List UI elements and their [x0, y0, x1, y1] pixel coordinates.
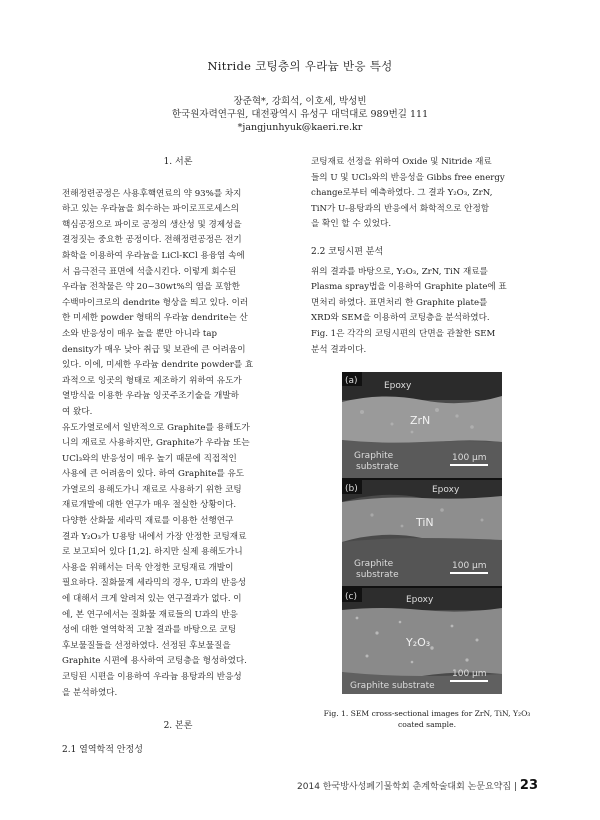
text-line: 니의 재료로 사용하지만, Graphite가 우라늄 또는 — [62, 438, 250, 449]
panel-tag-b: (b) — [345, 484, 358, 494]
left-column — [62, 155, 294, 762]
text-line: 에 대해서 크게 알려져 있는 연구결과가 없다. 이 — [62, 594, 242, 605]
sem-image-y2o3 — [342, 588, 502, 694]
panel-bottom-label-b: Graphite — [354, 559, 394, 569]
text-line: 서 음극전극 표면에 석출시킨다. 이렇게 회수된 — [62, 266, 237, 277]
sem-image-tin — [342, 480, 502, 586]
sem-panel-tin — [342, 480, 502, 586]
figure-caption-line1: Fig. 1. SEM cross-sectional images for ZrN, TiN, Y₂O₃ — [323, 709, 531, 718]
text-line: 화학을 이용하여 우라늄을 LiCl-KCl 용융염 속에 — [62, 250, 245, 261]
right-column — [311, 155, 543, 358]
text-line: 수백마이크로의 dendrite 형상을 띄고 있다. 이러 — [62, 297, 249, 308]
text-line: 열방식을 이용한 우라늄 잉곳주조기술을 개발하 — [62, 391, 239, 402]
panel-bottom-label-b2: substrate — [356, 570, 399, 580]
paper-title: Nitride 코팅층의 우라늄 반응 특성 — [207, 59, 393, 73]
panel-mid-label-c: Y₂O₃ — [406, 636, 431, 649]
text-line: 결과 Y₂O₃가 U용탕 내에서 가장 안정한 코팅재료 — [62, 531, 247, 542]
author-block — [0, 95, 600, 134]
text-line: 을 확인 할 수 있었다. — [311, 219, 392, 230]
intro-paragraph-2 — [62, 421, 294, 515]
text-line: 코팅된 시편을 이용하여 우라늄 용탕과의 반응성 — [62, 672, 242, 682]
text-line: TiN가 U-용탕과의 반응에서 화학적으로 안정함 — [311, 203, 490, 214]
subsection-heading-thermo: 2.1 열역학적 안정성 — [62, 744, 143, 755]
text-line: 위의 결과를 바탕으로, Y₂O₃, ZrN, TiN 재료를 — [311, 266, 488, 277]
text-line: 필요하다. 질화물계 세라믹의 경우, U과의 반응성 — [62, 578, 247, 589]
panel-bottom-label-a: Graphite — [354, 451, 394, 461]
text-line: 우라늄 전착물은 약 20~30wt%의 염을 포함한 — [62, 282, 240, 293]
author-affiliation: 한국원자력연구원, 대전광역시 유성구 대덕대로 989번길 111 — [171, 109, 429, 120]
sem-panel-zrn — [342, 372, 502, 478]
author-email: *jangjunhyuk@kaeri.re.kr — [237, 122, 363, 133]
text-line: 하고 있는 우라늄을 회수하는 파이로프로세스의 — [62, 204, 239, 215]
footer-proceedings: 2014 한국방사성폐기물학회 춘계학술대회 논문요약집 — [297, 782, 512, 792]
panel-top-label-a: Epoxy — [384, 381, 412, 391]
text-line: 있다. 이에, 미세한 우라늄 dendrite powder를 효 — [62, 360, 254, 371]
panel-tag-c: (c) — [345, 592, 357, 602]
text-line: Plasma spray법을 이용하여 Graphite plate에 표 — [311, 282, 507, 293]
text-line: 면처리 하였다. 표면처리 한 Graphite plate를 — [311, 297, 488, 308]
coating-paragraph — [311, 265, 543, 359]
page-number: 23 — [519, 778, 538, 793]
panel-scale-a: 100 μm — [452, 453, 487, 463]
intro-paragraph-3 — [62, 514, 294, 701]
text-line: 여 왔다. — [62, 406, 93, 417]
panel-top-label-c: Epoxy — [406, 595, 434, 605]
text-line: 결정짓는 중요한 공정이다. 전해정련공정은 전기 — [62, 235, 242, 246]
panel-tag-a: (a) — [345, 376, 358, 386]
text-line: density가 매우 낮아 취급 및 보관에 큰 어려움이 — [62, 344, 246, 355]
text-line: 한 미세한 powder 형태의 우라늄 dendrite는 산 — [62, 313, 248, 324]
figure-caption-line2: coated sample. — [398, 720, 456, 729]
text-line: 다양한 산화물 세라믹 재료를 이용한 선행연구 — [62, 516, 234, 527]
subsection-heading-coating: 2.2 코팅시편 분석 — [311, 246, 384, 257]
footer-separator: | — [513, 782, 518, 792]
panel-bottom-label-a2: substrate — [356, 462, 399, 472]
text-line: 후보물질들을 선정하였다. 선정된 후보물질을 — [62, 640, 231, 651]
section-heading-body: 2. 본론 — [163, 721, 193, 732]
text-line: 분석 결과이다. — [311, 344, 367, 355]
text-line: 성에 대한 열역학적 고찰 결과를 바탕으로 코팅 — [62, 625, 237, 636]
thermo-paragraph — [311, 155, 543, 233]
text-line: change로부터 예측하였다. 그 결과 Y₂O₃, ZrN, — [311, 188, 493, 199]
sem-panel-y2o3 — [342, 588, 502, 694]
text-line: 재료개발에 대한 연구가 매우 절실한 상황이다. — [62, 500, 237, 511]
figure-caption — [311, 708, 543, 730]
intro-paragraph-1 — [62, 187, 294, 421]
text-line: 유도가열로에서 일반적으로 Graphite를 용해도가 — [62, 422, 250, 433]
text-line: Fig. 1은 각각의 코팅시편의 단면을 관찰한 SEM — [311, 328, 496, 339]
panel-mid-label-a: ZrN — [410, 414, 431, 427]
text-line: 과적으로 잉곳의 형태로 제조하기 위하여 유도가 — [62, 375, 242, 386]
text-line: 에, 본 연구에서는 질화물 재료들의 U과의 반응 — [62, 609, 238, 620]
text-line: 사용을 위해서는 더욱 안정한 코팅재료 개발이 — [62, 562, 234, 573]
panel-scale-b: 100 μm — [452, 561, 487, 571]
panel-mid-label-b: TiN — [416, 516, 434, 529]
text-line: 소와 반응성이 매우 높을 뿐만 아니라 tap — [62, 328, 217, 339]
text-line: 로 보고되어 있다 [1,2]. 하지만 실제 용해도가니 — [62, 547, 243, 558]
panel-bottom-label-c: Graphite substrate — [350, 681, 435, 691]
text-line: Graphite 시편에 용사하여 코팅층을 형성하였다. — [62, 656, 247, 667]
sem-image-zrn — [342, 372, 502, 478]
page-footer — [297, 778, 538, 793]
section-heading-intro: 1. 서론 — [163, 157, 193, 167]
text-line: 핵심공정으로 파이로 공정의 생산성 및 경제성을 — [62, 219, 242, 230]
text-line: 을 분석하였다. — [62, 687, 118, 698]
panel-scale-c: 100 μm — [452, 669, 487, 679]
text-line: 들의 U 및 UCl₃와의 반응성을 Gibbs free energy — [311, 172, 505, 183]
panel-top-label-b: Epoxy — [432, 485, 460, 495]
text-line: 코팅재료 선정을 위하여 Oxide 및 Nitride 재료 — [311, 157, 492, 167]
sem-figure — [342, 372, 502, 694]
text-line: 가열로의 용해도가니 재료로 사용하기 위한 코팅 — [62, 484, 242, 495]
author-names: 장준혁*, 강희석, 이호세, 박성빈 — [233, 96, 367, 107]
text-line: 사용에 큰 어려움이 있다. 하여 Graphite를 유도 — [62, 469, 245, 480]
text-line: UCl₃와의 반응성이 매우 높기 때문에 직접적인 — [62, 453, 237, 464]
text-line: 전해정련공정은 사용후핵연료의 약 93%를 차지 — [62, 188, 242, 199]
text-line: XRD와 SEM을 이용하여 코팅층을 분석하였다. — [311, 313, 490, 324]
